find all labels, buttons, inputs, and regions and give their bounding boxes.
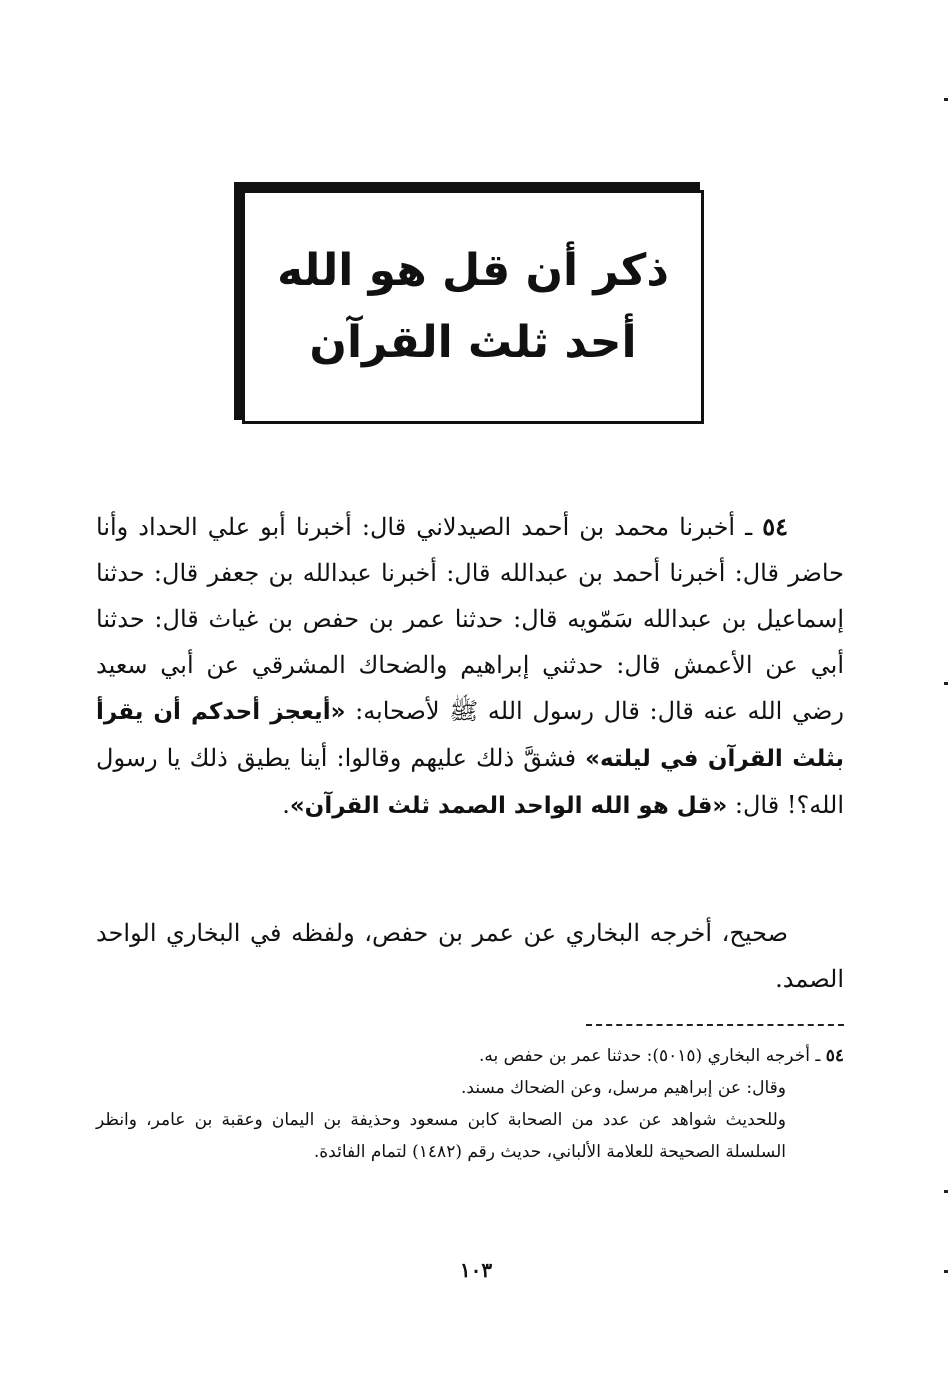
scan-edge-mark (944, 1270, 948, 1273)
chapter-heading-line-1: ذكر أن قل هو الله (277, 245, 669, 296)
footnote-separator (586, 1024, 844, 1026)
hadith-quote-2: «قل هو الله الواحد الصمد ثلث القرآن» (289, 793, 728, 819)
hadith-quote-1: «أيعجز أحدكم أن يقرأ بثلث القرآن في ليلته» (96, 699, 844, 772)
footnote-number: ٥٤ (825, 1046, 844, 1066)
footnote-line-2: وقال: عن إبراهيم مرسل، وعن الضحاك مسند. (461, 1078, 786, 1098)
hadith-middle: فشقَّ ذلك عليهم وقالوا: أينا يطيق ذلك يا رسول الله؟! قال: (96, 744, 844, 819)
verdict-paragraph: صحيح، أخرجه البخاري عن عمر بن حفص، ولفظه في البخاري الواحد الصمد. (96, 919, 844, 993)
scan-edge-mark (944, 682, 948, 685)
hadith-dash: ـ (735, 513, 763, 541)
hadith-paragraph (96, 504, 844, 829)
scan-edge-mark (944, 1190, 948, 1193)
hadith-number: ٥٤ (762, 512, 788, 541)
verdict-text (96, 910, 844, 1002)
footnote-line-1 (96, 1040, 844, 1072)
hadith-end: . (282, 791, 290, 819)
hadith-chain: أخبرنا محمد بن أحمد الصيدلاني قال: أخبرنا أبو علي الحداد وأنا حاضر قال: أخبرنا أحمد بن عبدالله قال: أخبرنا عبدالله بن جعفر قال: حدثنا إسماعيل بن عبدالله سَمّويه قال: حدثنا عمر بن حفص بن غياث قال: حدثنا أبي عن الأعمش قال: حدثني إبراهيم والضحاك المشرقي عن أبي سعيد رضي الله عنه قال: قال رسول الله ﷺ لأصحابه: (96, 513, 844, 725)
hadith-text (96, 504, 844, 829)
chapter-heading-line-2: أحد ثلث القرآن (309, 317, 637, 368)
chapter-heading-box (242, 190, 704, 424)
scan-edge-mark (944, 98, 948, 101)
page-number: ١٠٣ (459, 1258, 493, 1282)
footnote-dash: ـ (809, 1046, 826, 1066)
footnote-line-3: وللحديث شواهد عن عدد من الصحابة كابن مسعود وحذيفة بن اليمان وعقبة بن عامر، وانظر السلسلة الصحيحة للعلامة الألباني، حديث رقم (١٤٨٢) لتمام الفائدة. (96, 1110, 786, 1162)
footnotes (96, 1040, 844, 1168)
footnote-text-1: أخرجه البخاري (٥٠١٥): حدثنا عمر بن حفص به. (478, 1046, 810, 1066)
